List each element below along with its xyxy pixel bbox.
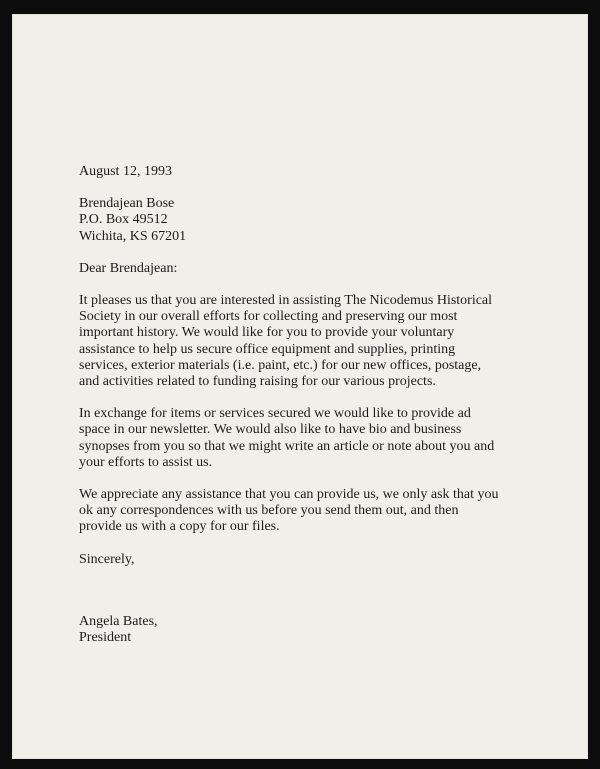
paragraph-line: In exchange for items or services secured we would like to provide ad bbox=[79, 406, 471, 422]
signer-title: President bbox=[79, 630, 132, 646]
letter-body bbox=[79, 164, 549, 646]
recipient-address bbox=[79, 196, 549, 245]
letter-date: August 12, 1993 bbox=[79, 164, 172, 179]
paragraph-line: space in our newsletter. We would also like to have bio and business bbox=[79, 422, 462, 438]
paragraph-line: Society in our overall efforts for collecting and preserving our most bbox=[79, 309, 458, 325]
paragraph-line: ok any correspondences with us before you send them out, and then bbox=[79, 503, 459, 519]
signature-block bbox=[79, 614, 549, 646]
paragraph-line: and activities related to funding raising for our various projects. bbox=[79, 374, 436, 390]
salutation: Dear Brendajean: bbox=[79, 260, 178, 276]
closing: Sincerely, bbox=[79, 551, 135, 567]
paragraph-3 bbox=[79, 487, 549, 536]
recipient-name: Brendajean Bose bbox=[79, 196, 175, 212]
paragraph-line: important history. We would like for you to provide your voluntary bbox=[79, 325, 455, 341]
paragraph-line: assistance to help us secure office equipment and supplies, printing bbox=[79, 341, 456, 357]
recipient-street: P.O. Box 49512 bbox=[79, 212, 168, 228]
recipient-city: Wichita, KS 67201 bbox=[79, 228, 187, 244]
paragraph-1 bbox=[79, 293, 549, 390]
paragraph-line: your efforts to assist us. bbox=[79, 454, 213, 470]
paragraph-line: services, exterior materials (i.e. paint, etc.) for our new offices, postage, bbox=[79, 357, 482, 373]
paragraph-line: It pleases us that you are interested in assisting The Nicodemus Historical bbox=[79, 293, 493, 309]
signer-name: Angela Bates, bbox=[79, 613, 158, 629]
letter-page bbox=[12, 14, 588, 759]
paragraph-2 bbox=[79, 406, 549, 471]
paragraph-line: provide us with a copy for our files. bbox=[79, 519, 280, 535]
paragraph-line: We appreciate any assistance that you can provide us, we only ask that you bbox=[79, 487, 499, 503]
paragraph-line: synopses from you so that we might write an article or note about you and bbox=[79, 438, 495, 454]
